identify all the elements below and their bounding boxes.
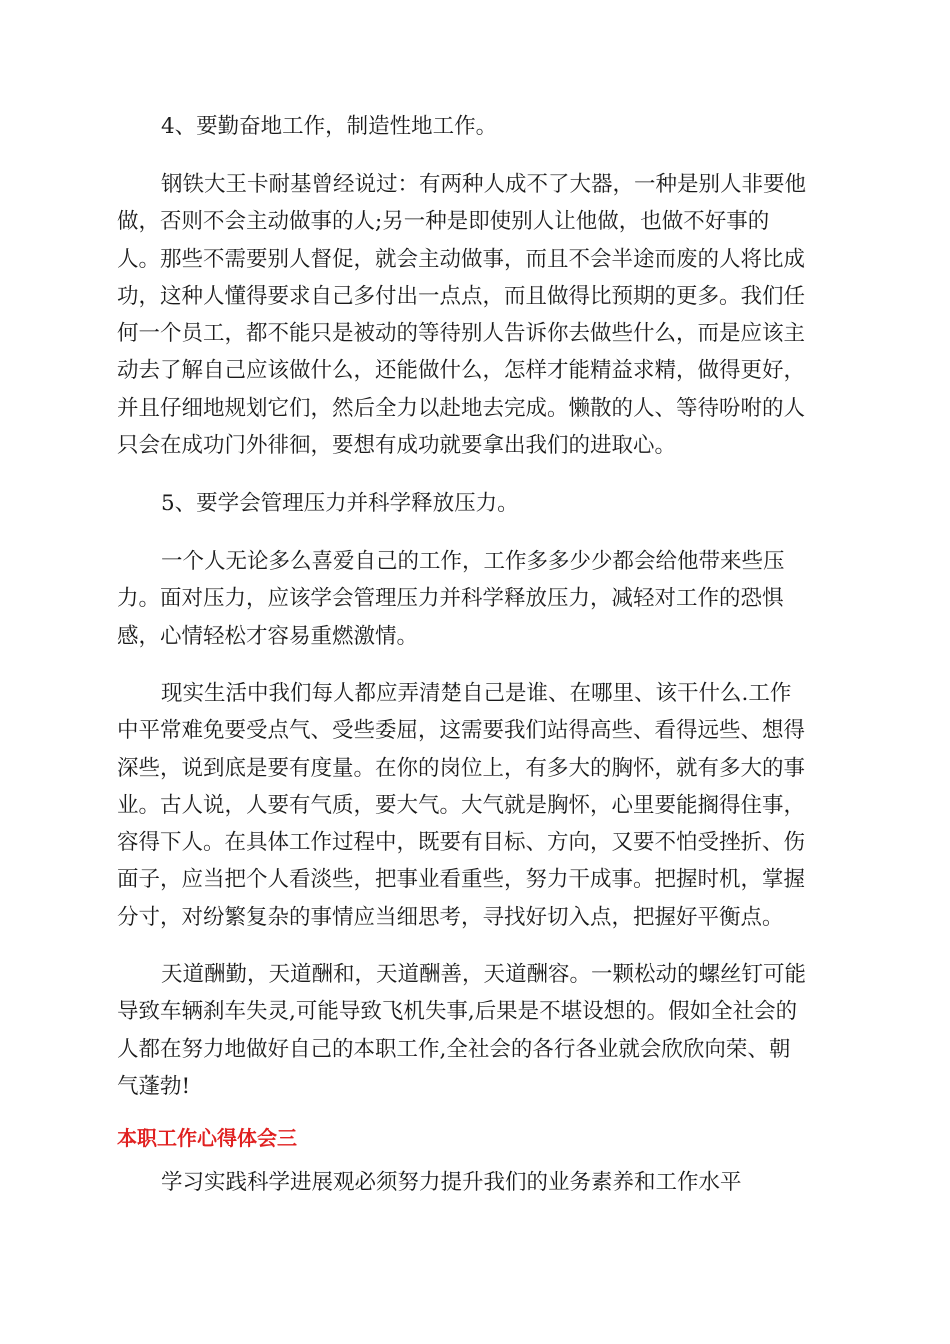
paragraph-line: 面子，应当把个人看淡些，把事业看重些，努力干成事。把握时机，掌握 [117, 867, 806, 893]
paragraph-line: 只会在成功门外徘徊，要想有成功就要拿出我们的进取心。 [117, 433, 677, 459]
paragraph-line: 人。那些不需要别人督促，就会主动做事，而且不会半途而废的人将比成 [117, 246, 806, 272]
paragraph-line: 人都在努力地做好自己的本职工作,全社会的各行各业就会欣欣向荣、朝 [117, 1036, 791, 1062]
paragraph-line: 业。古人说，人要有气质，要大气。大气就是胸怀，心里要能搁得住事， [117, 792, 806, 818]
paragraph-line: 钢铁大王卡耐基曾经说过：有两种人成不了大器，一种是别人非要他 [161, 172, 807, 197]
section-heading-three: 本职工作心得体会三 [117, 1126, 297, 1150]
section-5-heading [117, 485, 837, 522]
paragraph-line: 气蓬勃! [117, 1073, 191, 1099]
section-4-heading [117, 108, 837, 145]
paragraph-line: 一个人无论多么喜爱自己的工作，工作多多少少都会给他带来些压 [161, 549, 785, 574]
paragraph-pressure [117, 543, 837, 655]
section-4-heading-text: 4、要勤奋地工作，制造性地工作。 [161, 114, 498, 139]
paragraph-line: 动去了解自己应该做什么，还能做什么，怎样才能精益求精，做得更好， [117, 358, 806, 384]
paragraph-line: 中平常难免要受点气、受些委屈，这需要我们站得高些、看得远些、想得 [117, 718, 806, 744]
paragraph-line: 并且仔细地规划它们，然后全力以赴地去完成。懒散的人、等待吩咐的人 [117, 395, 806, 421]
paragraph-line: 功，这种人懂得要求自己多付出一点点，而且做得比预期的更多。我们任 [117, 283, 806, 309]
paragraph-diligence [117, 956, 837, 1105]
paragraph-line: 深些，说到底是要有度量。在你的岗位上，有多大的胸怀，就有多大的事 [117, 755, 806, 781]
paragraph-line: 做，否则不会主动做事的人;另一种是即使别人让他做，也做不好事的 [117, 209, 770, 235]
paragraph-reality [117, 675, 837, 936]
paragraph-line: 感，心情轻松才容易重燃激情。 [117, 623, 419, 649]
paragraph-line: 学习实践科学进展观必须努力提升我们的业务素养和工作水平 [161, 1170, 742, 1195]
paragraph-line: 导致车辆刹车失灵,可能导致飞机失事,后果是不堪设想的。假如全社会的 [117, 999, 798, 1025]
paragraph-line: 天道酬勤，天道酬和，天道酬善，天道酬容。一颗松动的螺丝钉可能 [161, 962, 807, 987]
paragraph-line: 现实生活中我们每人都应弄清楚自己是谁、在哪里、该干什么.工作 [161, 681, 792, 706]
paragraph-carnegie [117, 166, 837, 464]
paragraph-line: 何一个员工，都不能只是被动的等待别人告诉你去做些什么，而是应该主 [117, 321, 806, 347]
paragraph-line: 力。面对压力，应该学会管理压力并科学释放压力，减轻对工作的恐惧 [117, 586, 784, 612]
section-5-heading-text: 5、要学会管理压力并科学释放压力。 [161, 491, 519, 516]
paragraph-line: 容得下人。在具体工作过程中，既要有目标、方向，又要不怕受挫折、伤 [117, 830, 806, 856]
paragraph-line: 分寸，对纷繁复杂的事情应当细思考，寻找好切入点，把握好平衡点。 [117, 904, 784, 930]
paragraph-last [117, 1164, 837, 1201]
